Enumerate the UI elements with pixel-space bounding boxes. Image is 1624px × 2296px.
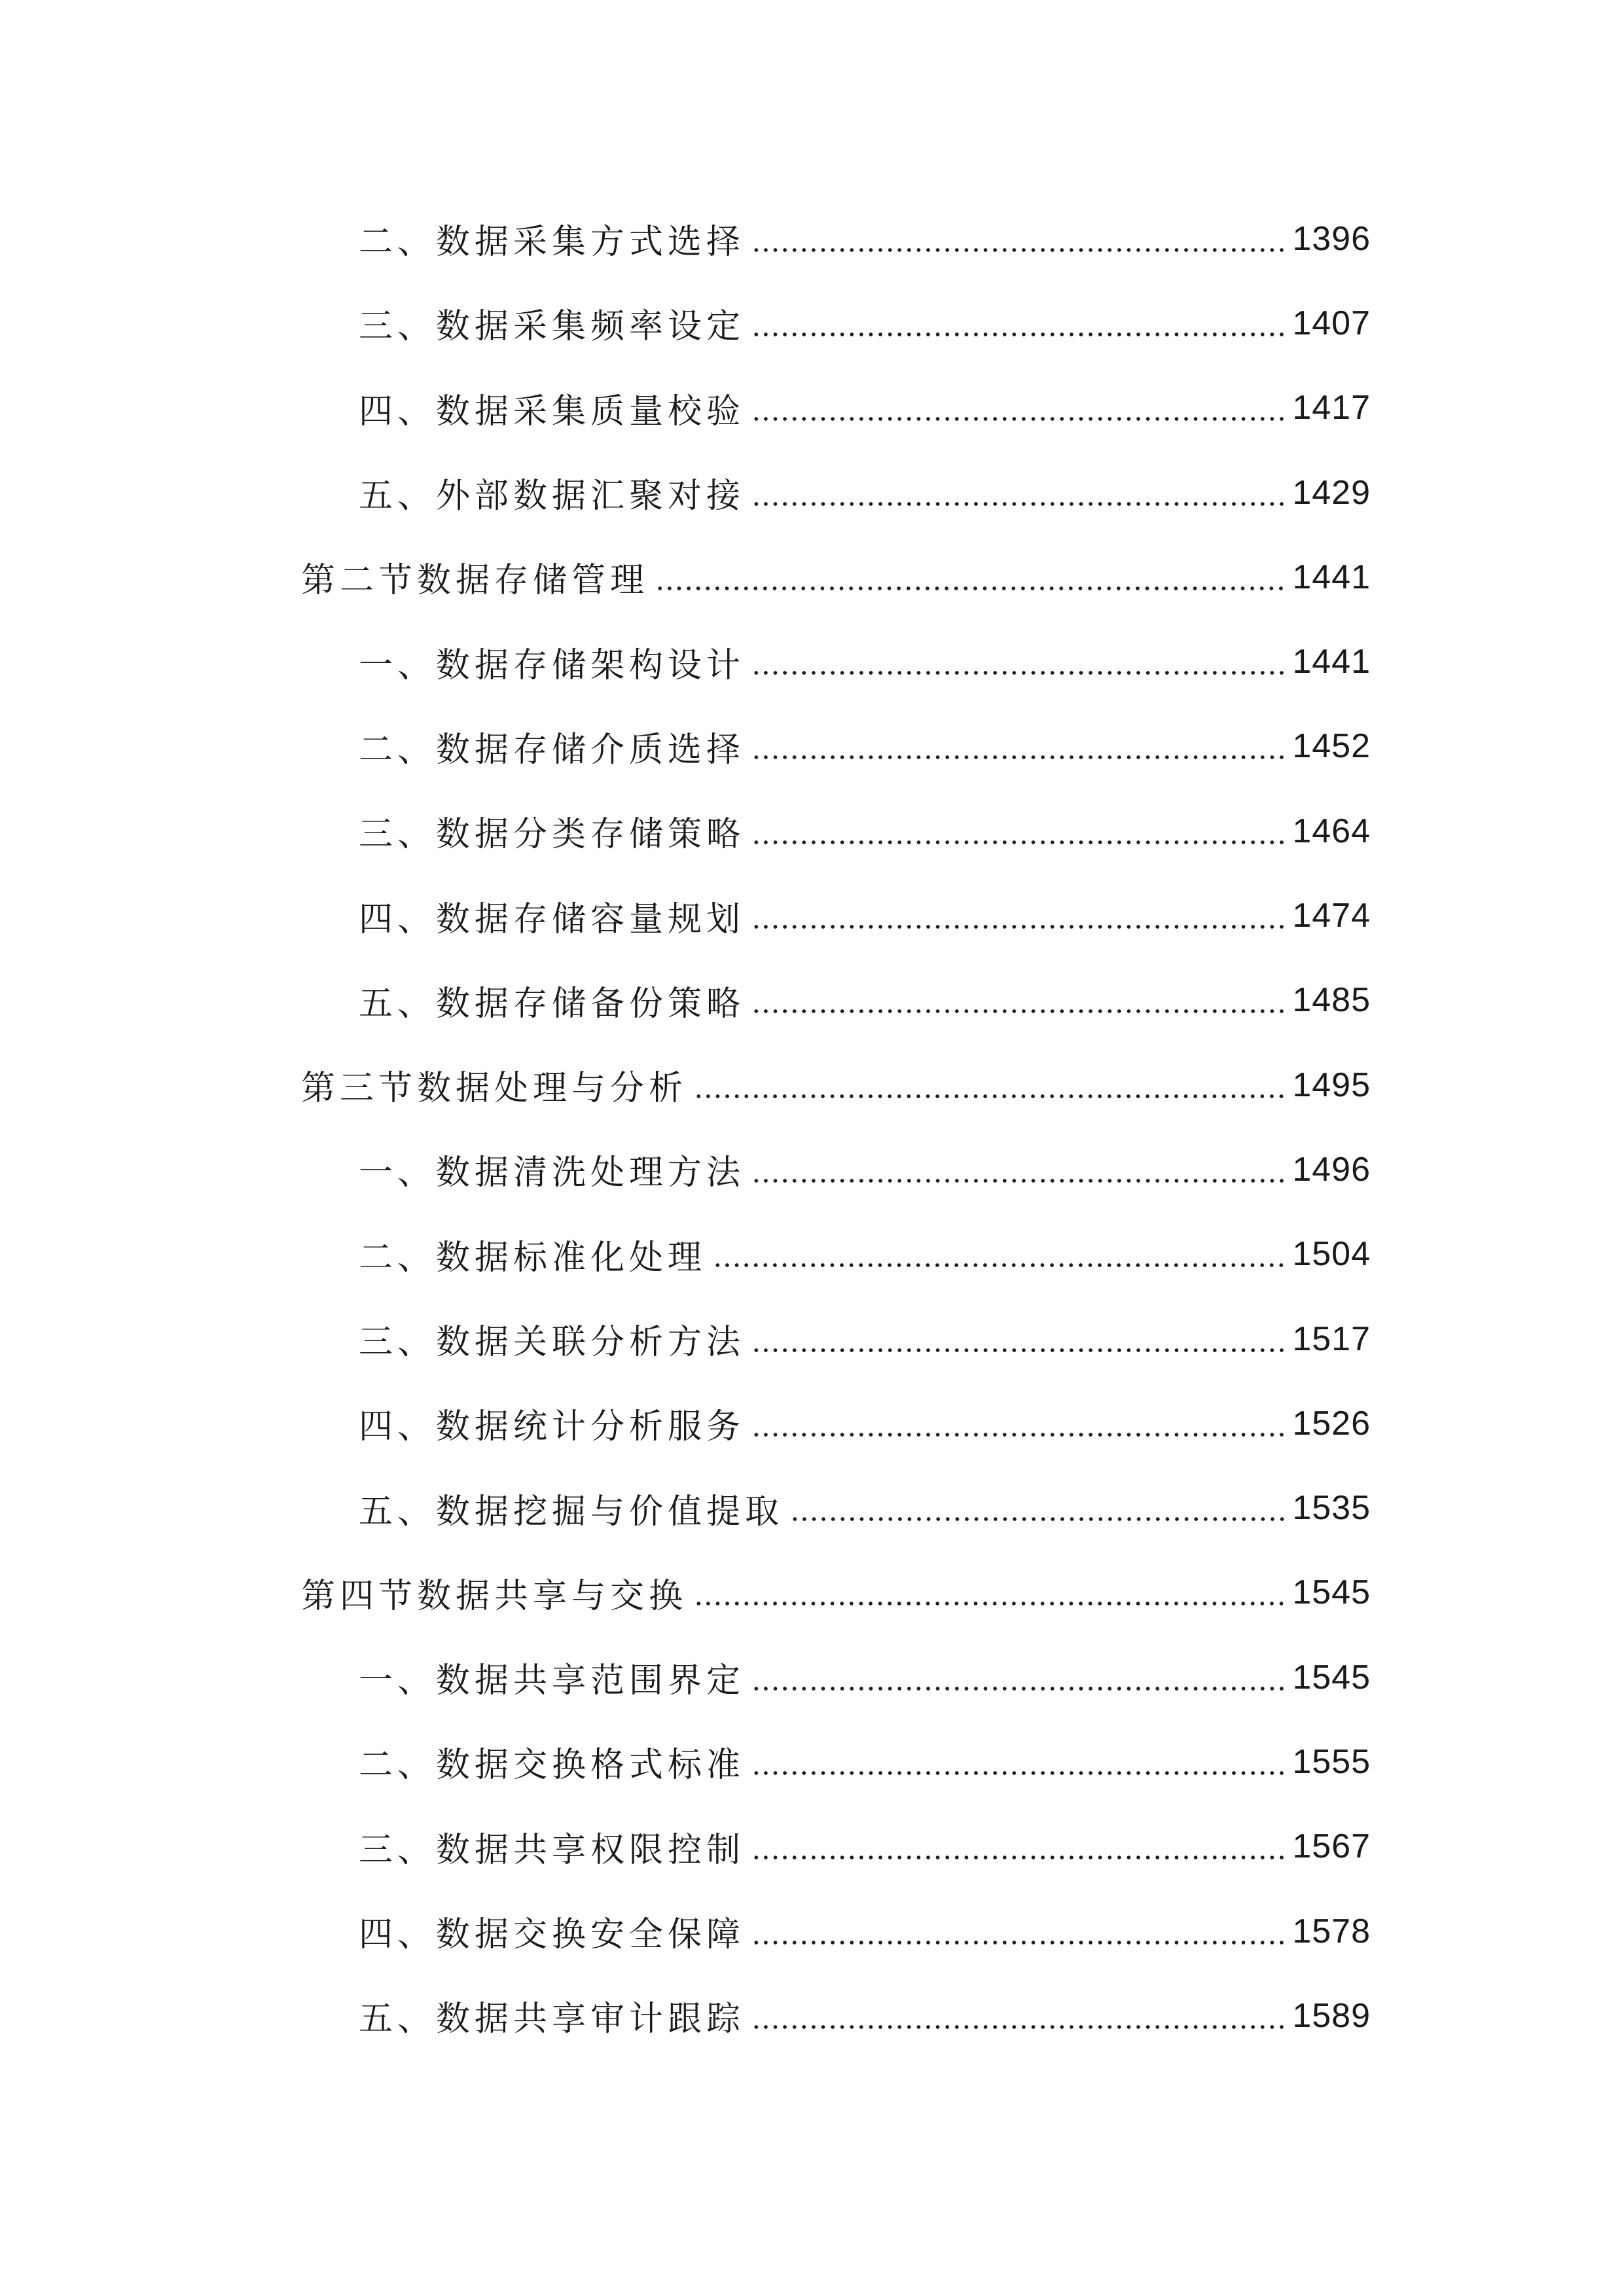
toc-item[interactable] [0, 1635, 1624, 1719]
toc-entry-title: 五、数据挖掘与价值提取 [359, 1492, 784, 1532]
dot-leader [751, 983, 1287, 1017]
dot-leader [751, 222, 1287, 256]
toc-page-number: 1545 [1292, 1658, 1371, 1696]
toc-page-number: 1441 [1292, 558, 1371, 596]
toc-item[interactable] [0, 789, 1624, 873]
toc-item[interactable] [0, 281, 1624, 365]
dot-leader [751, 306, 1287, 340]
toc-page-number: 1589 [1292, 1996, 1371, 2035]
toc-section[interactable] [0, 1551, 1624, 1635]
dot-leader [751, 1153, 1287, 1187]
toc-entry-title: 五、数据共享审计跟踪 [359, 2000, 746, 2039]
toc-item[interactable] [0, 450, 1624, 535]
toc-entry-title: 一、数据清洗处理方法 [359, 1153, 746, 1193]
dot-leader [694, 1575, 1287, 1609]
toc-entry-title: 五、数据存储备份策略 [359, 984, 746, 1024]
dot-leader [751, 391, 1287, 425]
toc-entry-title: 二、数据标准化处理 [359, 1238, 707, 1278]
toc-section[interactable] [0, 1043, 1624, 1127]
toc-page-number: 1578 [1292, 1912, 1371, 1950]
toc-entry-title: 二、数据存储介质选择 [359, 730, 746, 770]
dot-leader [751, 1407, 1287, 1441]
dot-leader [655, 560, 1287, 594]
toc-section[interactable] [0, 535, 1624, 619]
toc-item[interactable] [0, 1719, 1624, 1804]
toc-item[interactable] [0, 1465, 1624, 1550]
toc-section-title: 第三节数据处理与分析 [301, 1069, 688, 1109]
toc-entry-title: 五、外部数据汇聚对接 [359, 476, 746, 516]
toc-entry-title: 四、数据存储容量规划 [359, 899, 746, 939]
dot-leader [751, 899, 1287, 933]
toc-entry-title: 一、数据共享范围界定 [359, 1661, 746, 1701]
toc-item[interactable] [0, 619, 1624, 704]
dot-leader [751, 1322, 1287, 1356]
toc-page-number: 1417 [1292, 389, 1371, 427]
toc-page-number: 1407 [1292, 304, 1371, 342]
dot-leader [713, 1237, 1287, 1271]
toc-page-number: 1545 [1292, 1573, 1371, 1612]
toc-entry-title: 四、数据交换安全保障 [359, 1915, 746, 1955]
dot-leader [751, 1660, 1287, 1695]
toc-item[interactable] [0, 873, 1624, 958]
table-of-contents [0, 196, 1624, 2058]
toc-page-number: 1474 [1292, 897, 1371, 935]
dot-leader [751, 1999, 1287, 2033]
toc-entry-title: 三、数据关联分析方法 [359, 1323, 746, 1362]
toc-item[interactable] [0, 1297, 1624, 1381]
toc-page-number: 1441 [1292, 643, 1371, 681]
toc-section-title: 第四节数据共享与交换 [301, 1576, 688, 1616]
toc-page-number: 1495 [1292, 1066, 1371, 1104]
toc-section-title: 第二节数据存储管理 [301, 561, 649, 601]
toc-page-number: 1555 [1292, 1742, 1371, 1781]
toc-item[interactable] [0, 1889, 1624, 1973]
toc-page-number: 1567 [1292, 1827, 1371, 1866]
toc-item[interactable] [0, 1212, 1624, 1297]
dot-leader [751, 1745, 1287, 1779]
toc-item[interactable] [0, 1804, 1624, 1889]
toc-entry-title: 三、数据采集频率设定 [359, 307, 746, 347]
toc-item[interactable] [0, 704, 1624, 789]
toc-page-number: 1452 [1292, 727, 1371, 766]
toc-page-number: 1535 [1292, 1489, 1371, 1528]
dot-leader [751, 729, 1287, 763]
dot-leader [751, 1829, 1287, 1863]
toc-item[interactable] [0, 1973, 1624, 2058]
dot-leader [751, 645, 1287, 679]
toc-page-number: 1496 [1292, 1150, 1371, 1189]
dot-leader [790, 1491, 1287, 1525]
toc-item[interactable] [0, 1127, 1624, 1211]
dot-leader [751, 814, 1287, 848]
toc-item[interactable] [0, 196, 1624, 281]
toc-item[interactable] [0, 958, 1624, 1043]
toc-page-number: 1485 [1292, 981, 1371, 1020]
toc-page-number: 1526 [1292, 1404, 1371, 1443]
toc-page-number: 1464 [1292, 812, 1371, 850]
dot-leader [751, 476, 1287, 510]
toc-item[interactable] [0, 1381, 1624, 1465]
toc-page-number: 1517 [1292, 1319, 1371, 1358]
toc-entry-title: 二、数据交换格式标准 [359, 1746, 746, 1785]
toc-page-number: 1429 [1292, 473, 1371, 512]
dot-leader [751, 1914, 1287, 1948]
toc-item[interactable] [0, 366, 1624, 450]
toc-page-number: 1504 [1292, 1235, 1371, 1274]
toc-entry-title: 一、数据存储架构设计 [359, 645, 746, 685]
dot-leader [694, 1068, 1287, 1102]
toc-entry-title: 四、数据统计分析服务 [359, 1407, 746, 1447]
toc-entry-title: 二、数据采集方式选择 [359, 223, 746, 262]
toc-entry-title: 四、数据采集质量校验 [359, 391, 746, 431]
toc-page-number: 1396 [1292, 219, 1371, 258]
toc-entry-title: 三、数据分类存储策略 [359, 815, 746, 855]
toc-entry-title: 三、数据共享权限控制 [359, 1830, 746, 1870]
